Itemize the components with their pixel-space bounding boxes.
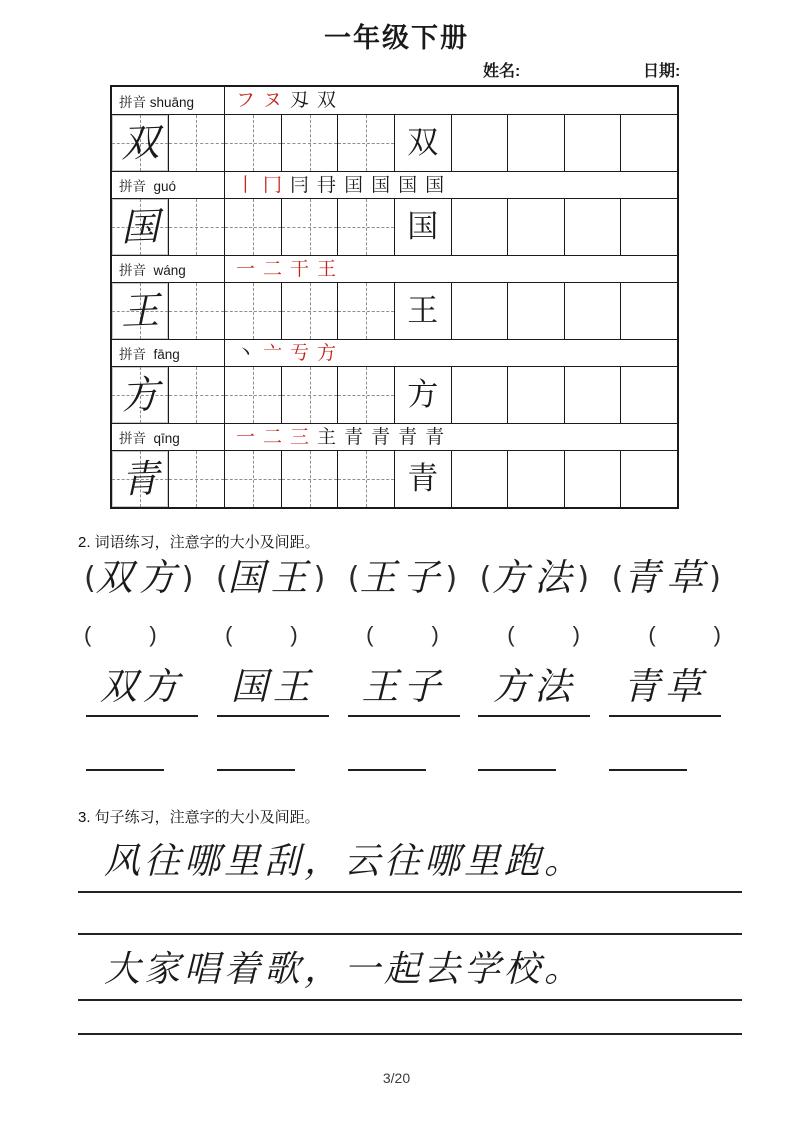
practice-cell (620, 367, 677, 423)
practice-cell (281, 115, 338, 171)
blank-word-lines-row (86, 740, 721, 772)
practice-cell (112, 367, 168, 423)
open-paren: ( (366, 622, 374, 647)
underlined-word: 王子 (348, 666, 460, 717)
practice-grid-row (112, 366, 677, 423)
pinyin-row (112, 87, 677, 114)
practice-cell (564, 199, 621, 255)
close-paren: ) (290, 622, 298, 647)
meta-row (0, 58, 793, 82)
close-paren: ) (709, 560, 721, 596)
handwritten-character: 国 (120, 204, 160, 250)
character-row-国 (112, 171, 677, 255)
handwritten-character: 方 (120, 372, 160, 418)
handwritten-character: 青 (120, 456, 160, 502)
close-paren: ) (577, 560, 590, 596)
practice-cell (507, 451, 564, 507)
character-row-青 (112, 423, 677, 507)
practice-cell (112, 283, 168, 339)
open-paren: ( (648, 622, 656, 647)
practice-cell (112, 115, 168, 171)
practice-cell (394, 451, 451, 507)
stroke-step: 三 (290, 425, 310, 448)
word-text: 双方 (95, 556, 182, 599)
stroke-step: 青 (398, 425, 418, 448)
practice-cell (394, 367, 451, 423)
word-group (480, 558, 589, 599)
word-group (84, 558, 193, 599)
practice-cell (451, 451, 508, 507)
stroke-step: フ (236, 89, 256, 111)
character-practice-table (110, 85, 679, 509)
blank-word-line (348, 740, 426, 771)
open-paren: ( (611, 560, 624, 596)
name-label: 姓名: (483, 63, 521, 80)
underlined-word: 国王 (217, 666, 329, 717)
open-paren: ( (84, 560, 96, 596)
underlined-word: 青草 (609, 666, 721, 717)
stroke-order-sequence (225, 256, 677, 282)
stroke-step: 青 (425, 425, 445, 448)
stroke-step: 冃 (290, 173, 310, 196)
practice-cell (564, 451, 621, 507)
practice-cell (507, 283, 564, 339)
empty-paren-group (225, 622, 298, 648)
practice-grid-row (112, 450, 677, 507)
stroke-step: 王 (317, 257, 337, 280)
practice-cell (394, 283, 451, 339)
practice-cell (337, 199, 394, 255)
stroke-step: 双 (317, 89, 337, 111)
word-examples-row (84, 558, 721, 599)
practice-cell (224, 115, 281, 171)
stroke-step: ヌ (263, 89, 283, 111)
empty-paren-group (84, 622, 157, 648)
stroke-step: 二 (263, 257, 283, 280)
stroke-step: 一 (236, 257, 256, 280)
word-group (348, 558, 457, 599)
stroke-order-sequence (225, 340, 677, 366)
practice-cell (620, 199, 677, 255)
character-row-双 (112, 87, 677, 171)
practice-cell (337, 115, 394, 171)
sentence-example-2: 大家唱着歌，一起去学校。 (78, 948, 742, 1001)
practice-cell (620, 283, 677, 339)
practice-cell (224, 283, 281, 339)
model-character: 国 (407, 208, 439, 245)
word-group (216, 558, 325, 599)
stroke-step: 丶 (236, 341, 256, 364)
stroke-step: 一 (236, 425, 256, 448)
pinyin-label: 拼音 fāng (112, 340, 225, 366)
stroke-step: 冄 (317, 173, 337, 196)
model-character: 王 (407, 292, 439, 329)
blank-sentence-line-1 (78, 933, 742, 935)
practice-cell (281, 367, 338, 423)
handwritten-character: 双 (120, 120, 160, 166)
pinyin-row (112, 339, 677, 366)
practice-cell (451, 115, 508, 171)
blank-word-slot (609, 740, 721, 772)
stroke-step: 亠 (263, 341, 283, 364)
underlined-word: 双方 (86, 666, 198, 717)
open-paren: ( (84, 622, 92, 647)
pinyin-label: 拼音 wáng (112, 256, 225, 282)
close-paren: ) (713, 622, 721, 647)
practice-cell (168, 451, 225, 507)
stroke-step: 丨 (236, 173, 256, 196)
open-paren: ( (479, 560, 492, 596)
practice-cell (168, 367, 225, 423)
pinyin-label: 拼音 guó (112, 172, 225, 198)
practice-cell (394, 199, 451, 255)
practice-cell (451, 367, 508, 423)
close-paren: ) (181, 560, 194, 596)
pinyin-row (112, 423, 677, 450)
practice-cell (168, 199, 225, 255)
stroke-step: 国 (398, 173, 418, 196)
stroke-order-sequence (225, 172, 677, 198)
underlined-word: 方法 (478, 666, 590, 717)
practice-cell (337, 367, 394, 423)
close-paren: ) (149, 622, 157, 647)
practice-cell (224, 199, 281, 255)
practice-cell (620, 451, 677, 507)
model-character: 方 (407, 376, 439, 413)
close-paren: ) (572, 622, 580, 647)
blank-word-line (609, 740, 687, 771)
empty-parentheses-row (84, 622, 721, 648)
blank-word-slot (86, 740, 198, 772)
stroke-step: 二 (263, 425, 283, 448)
stroke-step: 国 (425, 173, 445, 196)
practice-cell (224, 367, 281, 423)
open-paren: ( (507, 622, 515, 647)
blank-word-line (478, 740, 556, 771)
empty-paren-group (648, 622, 721, 648)
practice-cell (168, 115, 225, 171)
character-row-方 (112, 339, 677, 423)
stroke-step: 国 (371, 173, 391, 196)
underlined-words-row (86, 666, 721, 717)
stroke-step: 干 (290, 257, 310, 280)
blank-sentence-line-2 (78, 1033, 742, 1035)
blank-word-line (86, 740, 164, 771)
paren-blank-space (373, 622, 431, 648)
section3-heading: 3. 句子练习，注意字的大小及间距。 (78, 809, 320, 826)
practice-cell (564, 283, 621, 339)
stroke-step: 青 (344, 425, 364, 448)
practice-cell (451, 283, 508, 339)
blank-word-line (217, 740, 295, 771)
close-paren: ) (445, 560, 458, 596)
paren-blank-space (656, 622, 714, 648)
practice-grid-row (112, 114, 677, 171)
open-paren: ( (215, 560, 228, 596)
practice-grid-row (112, 198, 677, 255)
pinyin-row (112, 255, 677, 282)
open-paren: ( (225, 622, 233, 647)
practice-cell (224, 451, 281, 507)
stroke-step: 方 (317, 341, 337, 364)
blank-word-slot (217, 740, 329, 772)
open-paren: ( (347, 560, 360, 596)
stroke-step: 亐 (290, 341, 310, 364)
practice-cell (564, 115, 621, 171)
practice-cell (168, 283, 225, 339)
close-paren: ) (313, 560, 326, 596)
stroke-step: 囯 (344, 173, 364, 196)
practice-cell (451, 199, 508, 255)
practice-cell (112, 451, 168, 507)
practice-cell (507, 199, 564, 255)
practice-grid-row (112, 282, 677, 339)
practice-cell (394, 115, 451, 171)
close-paren: ) (431, 622, 439, 647)
page-number: 3/20 (382, 1070, 411, 1086)
practice-cell (620, 115, 677, 171)
empty-paren-group (507, 622, 580, 648)
section2-heading: 2. 词语练习，注意字的大小及间距。 (78, 534, 320, 551)
character-row-王 (112, 255, 677, 339)
word-group (612, 558, 721, 599)
handwritten-character: 王 (120, 288, 160, 334)
blank-word-slot (348, 740, 460, 772)
word-text: 国王 (227, 556, 314, 599)
stroke-step: 冂 (263, 173, 283, 196)
word-text: 方法 (491, 556, 578, 599)
paren-blank-space (232, 622, 290, 648)
word-text: 青草 (623, 556, 710, 599)
practice-cell (281, 283, 338, 339)
stroke-step: 刄 (290, 89, 310, 111)
paren-blank-space (515, 622, 573, 648)
practice-cell (281, 451, 338, 507)
stroke-step: 主 (317, 425, 337, 448)
practice-cell (507, 367, 564, 423)
pinyin-label: 拼音 qīng (112, 424, 225, 450)
pinyin-label: 拼音 shuāng (112, 87, 225, 114)
stroke-order-sequence (225, 424, 677, 450)
model-character: 双 (407, 124, 439, 161)
practice-cell (337, 283, 394, 339)
blank-word-slot (478, 740, 590, 772)
sentence-example-1: 风往哪里刮，云往哪里跑。 (78, 840, 742, 893)
paren-blank-space (91, 622, 149, 648)
practice-cell (507, 115, 564, 171)
empty-paren-group (366, 622, 439, 648)
practice-cell (337, 451, 394, 507)
stroke-order-sequence (225, 87, 677, 114)
pinyin-row (112, 171, 677, 198)
stroke-step: 青 (371, 425, 391, 448)
practice-cell (281, 199, 338, 255)
practice-cell (112, 199, 168, 255)
model-character: 青 (407, 460, 439, 497)
page-title: 一年级下册 (324, 23, 469, 53)
practice-cell (564, 367, 621, 423)
date-label: 日期: (643, 63, 681, 80)
word-text: 王子 (359, 556, 446, 599)
